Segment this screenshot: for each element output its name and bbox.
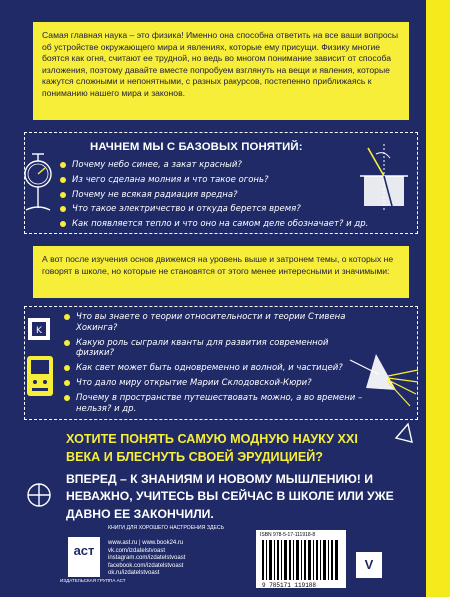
list-item: Почему небо синее, а закат красный?	[60, 160, 360, 171]
cta-question: ХОТИТЕ ПОНЯТЬ САМУЮ МОДНУЮ НАУКУ XXI ВЕКА И БЛЕСНУТЬ СВОЕЙ ЭРУДИЦИЕЙ?	[66, 432, 358, 464]
pressure-gauge-icon	[18, 150, 58, 218]
refraction-icon	[356, 140, 416, 226]
publisher-logo: аст	[68, 537, 100, 577]
footer-link: vk.com/izdatelstvoast	[108, 547, 166, 554]
list-item: Как появляется тепло и что оно на самом деле обозначает? и др.	[60, 219, 412, 230]
basics-list	[60, 160, 369, 230]
bridge-box	[33, 246, 409, 298]
barcode-number: 9 785171 119188	[262, 582, 317, 589]
intro-text: Самая главная наука – это физика! Именно она способна ответить на все ваши вопросы об устройстве окружающего мира и явлениях, которые ему присущи. Физику многие боятся как огня, считают ее трудной, но ведь во многом понимание зависит от способа изложения, поэтому давайте вместе попробуем взглянуть на вещи и явления, которые кажутся сложными и непонятными, с разных ракурсов, постепенно приближаясь к пониманию нашего мира и законов.	[42, 30, 399, 98]
basics-heading: НАЧНЕМ МЫ С БАЗОВЫХ ПОНЯТИЙ:	[90, 141, 303, 153]
footer-link: instagram.com/izdatelstvoast	[108, 555, 186, 562]
devices-icon	[24, 314, 58, 406]
publisher-group: ИЗДАТЕЛЬСКАЯ ГРУППА АСТ	[60, 578, 126, 583]
footer-link: facebook.com/izdatelstvoast	[108, 562, 184, 569]
svg-text:K: K	[36, 326, 42, 336]
list-item: Что дало миру открытие Марии Склодовской-Кюри?	[64, 378, 364, 389]
imprint-logo: V	[356, 552, 382, 578]
list-item: Почему не всякая радиация вредна?	[60, 190, 360, 201]
cta-closing: ВПЕРЕД – К ЗНАНИЯМ И НОВОМУ МЫШЛЕНИЮ! И НЕВАЖНО, УЧИТЕСЬ ВЫ СЕЙЧАС В ШКОЛЕ ИЛИ УЖЕ ДАВНО ЕЕ ЗАКОНЧИЛИ.	[66, 472, 394, 521]
spine-strip	[426, 0, 450, 597]
list-item: Как свет может быть одновременно и волной, и частицей?	[64, 363, 364, 374]
footer-links	[108, 540, 185, 578]
intro-box	[33, 22, 409, 120]
circle-cross-icon	[24, 480, 54, 510]
bridge-text: А вот после изучения основ движемся на уровень выше и затронем темы, о которых не говорят в школе, но которые не становятся от этого менее интересными и значимыми:	[42, 254, 394, 276]
isbn: ISBN 978-5-17-111918-8	[260, 532, 316, 538]
barcode-bars	[256, 530, 346, 588]
barcode	[256, 530, 346, 588]
list-item: Почему в пространстве путешествовать можно, а во времени – нельзя? и др.	[64, 393, 364, 415]
list-item: Что вы знаете о теории относительности и теории Стивена Хокинга?	[64, 312, 364, 334]
footer-link: ok.ru/izdatelstvoast	[108, 570, 160, 577]
tagline: КНИГИ ДЛЯ ХОРОШЕГО НАСТРОЕНИЯ ЗДЕСЬ	[108, 525, 225, 531]
list-item: Какую роль сыграли кванты для развития современной физики?	[64, 338, 364, 360]
footer-link: www.ast.ru | www.book24.ru	[108, 540, 184, 546]
list-item: Из чего сделана молния и что такое огонь?	[60, 175, 360, 186]
list-item: Что такое электричество и откуда берется время?	[60, 204, 360, 215]
advanced-list	[64, 312, 364, 414]
